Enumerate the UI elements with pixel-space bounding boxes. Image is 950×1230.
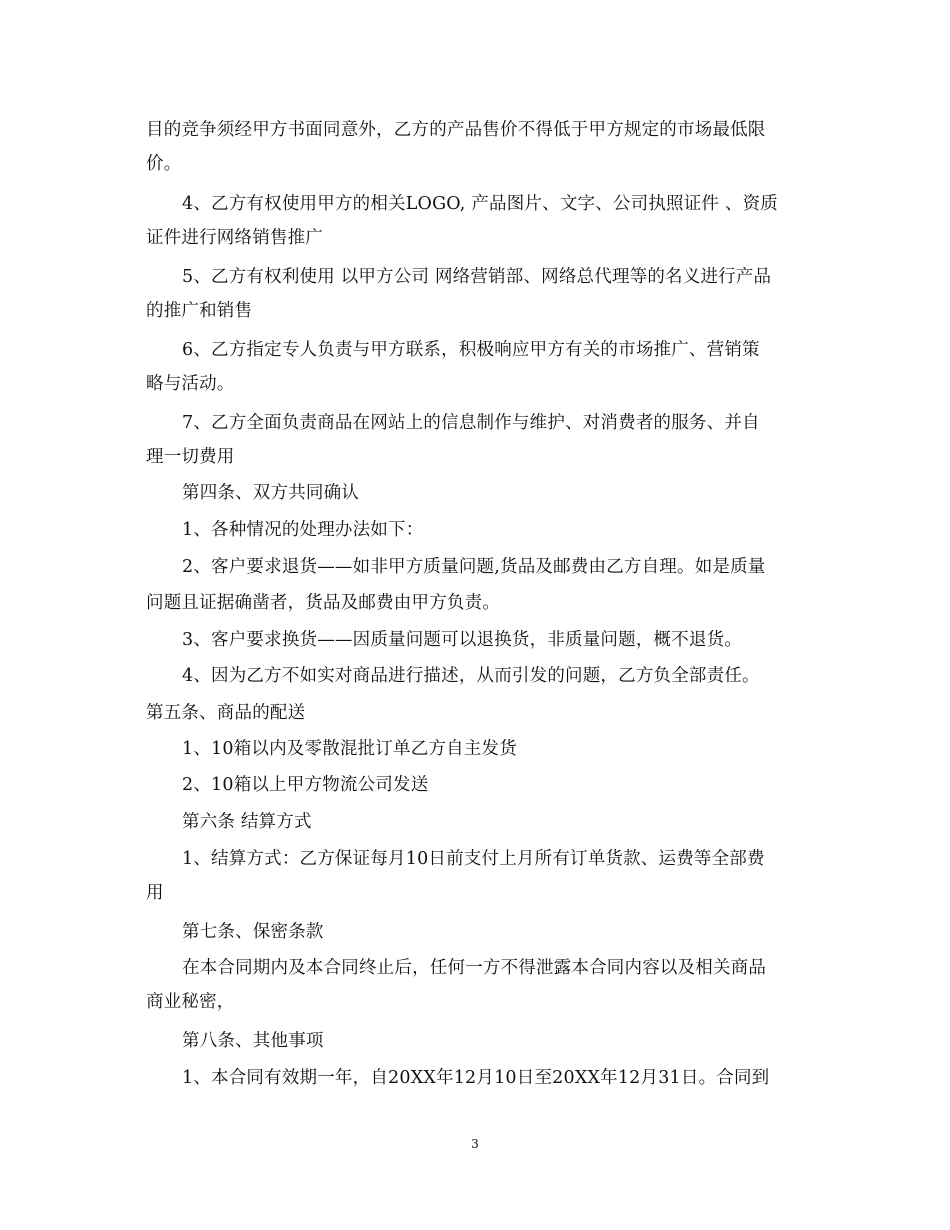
text-line: 的推广和销售 xyxy=(146,301,253,321)
section-heading: 第七条、保密条款 xyxy=(182,922,324,942)
text-line: 用 xyxy=(146,883,164,903)
text-line: 问题且证据确凿者，货品及邮费由甲方负责。 xyxy=(146,593,500,613)
text-line: 价。 xyxy=(146,154,182,174)
text-line: 7、乙方全面负责商品在网站上的信息制作与维护、对消费者的服务、并自 xyxy=(182,413,760,433)
text-line: 在本合同期内及本合同终止后，任何一方不得泄露本合同内容以及相关商品 xyxy=(182,958,767,978)
text-line: 2、客户要求退货——如非甲方质量问题,货品及邮费由乙方自理。如是质量 xyxy=(182,557,766,577)
text-line: 略与活动。 xyxy=(146,374,235,394)
section-heading: 第八条、其他事项 xyxy=(182,1031,324,1051)
text-line: 4、因为乙方不如实对商品进行描述，从而引发的问题，乙方负全部责任。 xyxy=(182,666,760,686)
text-line: 3、客户要求换货——因质量问题可以退换货，非质量问题，概不退货。 xyxy=(182,630,743,650)
text-line: 目的竞争须经甲方书面同意外，乙方的产品售价不得低于甲方规定的市场最低限 xyxy=(146,120,766,140)
text-line: 1、各种情况的处理办法如下： xyxy=(182,520,424,540)
section-heading: 第五条、商品的配送 xyxy=(146,703,306,723)
text-line: 5、乙方有权利使用 以甲方公司 网络营销部、网络总代理等的名义进行产品 xyxy=(182,267,772,287)
text-line: 1、本合同有效期一年，自20XX年12月10日至20XX年12月31日。合同到 xyxy=(182,1068,770,1088)
text-line: 理一切费用 xyxy=(146,447,235,467)
text-line: 4、乙方有权使用甲方的相关LOGO, 产品图片、文字、公司执照证件 、资质 xyxy=(182,194,778,214)
text-line: 证件进行网络销售推广 xyxy=(146,228,323,248)
text-line: 1、结算方式：乙方保证每月10日前支付上月所有订单货款、运费等全部费 xyxy=(182,849,765,869)
section-heading: 第六条 结算方式 xyxy=(182,812,312,832)
text-line: 1、10箱以内及零散混批订单乙方自主发货 xyxy=(182,739,517,759)
text-line: 6、乙方指定专人负责与甲方联系，积极响应甲方有关的市场推广、营销策 xyxy=(182,340,760,360)
page-number: 3 xyxy=(471,1137,479,1151)
text-line: 商业秘密， xyxy=(146,992,235,1012)
section-heading: 第四条、双方共同确认 xyxy=(182,483,359,503)
text-line: 2、10箱以上甲方物流公司发送 xyxy=(182,775,429,795)
